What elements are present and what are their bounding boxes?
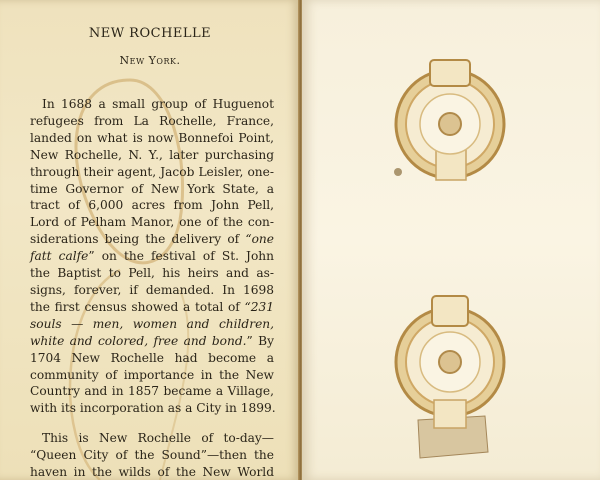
history-text	[30, 96, 274, 480]
text-line: Lord of Pelham Manor, one of the con-	[30, 215, 274, 230]
text-line: through their agent, Jacob Leisler, one-	[30, 164, 274, 179]
text-line: souls — men, women and children,	[30, 316, 274, 331]
text-line: the first census showed a total of “231	[30, 299, 274, 314]
text-line: with its incorporation as a City in 1899.	[30, 401, 276, 416]
text-line: signs, forever, if demanded. In 1698	[30, 282, 274, 297]
text-line: the Baptist to Pell, his heirs and as-	[30, 266, 274, 281]
text-line: This is New Rochelle of to-day—	[42, 431, 274, 446]
text-line: Country and in 1857 became a Village,	[30, 384, 274, 399]
reel-slot-top	[388, 52, 508, 202]
card-title: NEW ROCHELLE	[88, 26, 212, 41]
card-subtitle: New York.	[119, 54, 181, 67]
text-line: tract of 6,000 acres from John Pell,	[30, 198, 274, 213]
text-line: time Governor of New York State, a	[30, 181, 274, 196]
text-line: fatt calfe” on the festival of St. John	[30, 249, 274, 264]
text-line: refugees from La Rochelle, France,	[30, 113, 274, 128]
text-line: In 1688 a small group of Huguenot	[42, 97, 274, 111]
text-line: 1704 New Rochelle had become a	[30, 350, 274, 365]
right-page	[302, 0, 600, 480]
text-line: New Rochelle, N. Y., later purchasing	[30, 147, 274, 162]
text-line: siderations being the delivery of “one	[30, 232, 274, 247]
reel-slot-bottom	[390, 292, 510, 462]
text-line: landed on what is now Bonnefoi Point,	[30, 130, 274, 145]
text-line: haven in the wilds of the New World	[30, 465, 274, 480]
text-line: white and colored, free and bond.” By	[30, 333, 274, 348]
text-line: community of importance in the New	[30, 367, 274, 382]
text-line: “Queen City of the Sound”—then the	[30, 448, 274, 463]
